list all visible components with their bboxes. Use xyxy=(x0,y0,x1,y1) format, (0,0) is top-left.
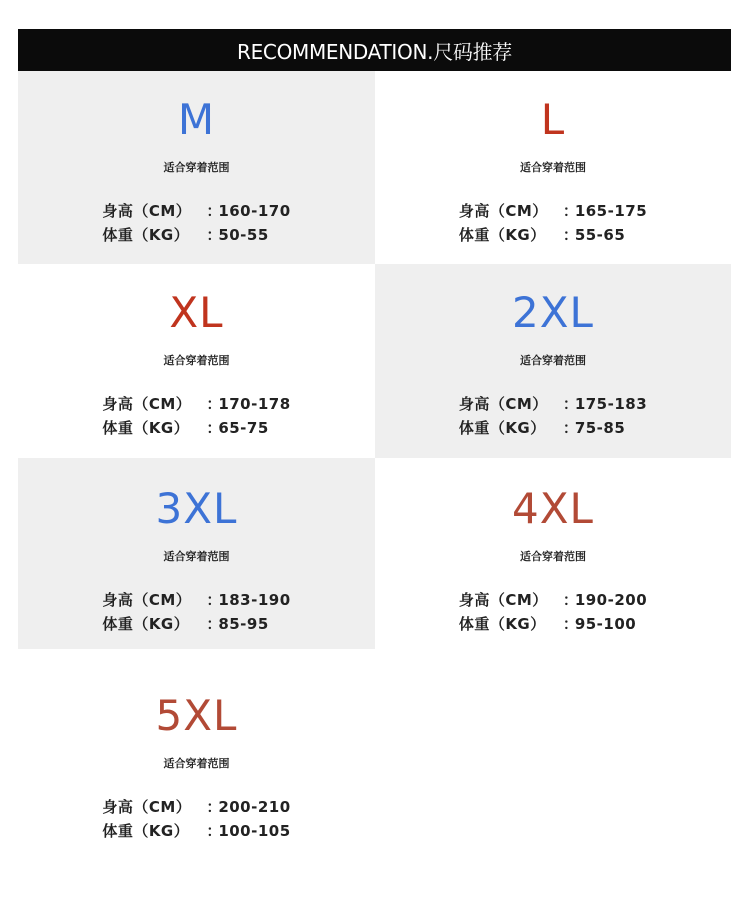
weight-row xyxy=(102,223,290,247)
size-card-4xl xyxy=(375,458,731,649)
separator: ： xyxy=(206,202,222,220)
weight-row xyxy=(459,612,647,636)
height-label: 身高（CM） xyxy=(458,591,548,609)
size-label: 3XL xyxy=(155,484,238,533)
weight-value: 95-100 xyxy=(574,615,637,633)
size-card-5xl xyxy=(18,649,375,869)
separator: ： xyxy=(562,615,579,633)
size-label: L xyxy=(540,95,566,144)
size-label: 2XL xyxy=(512,288,594,337)
weight-label: 体重（KG） xyxy=(102,226,190,244)
fit-range-label: 适合穿着范围 xyxy=(520,161,586,174)
fit-range-label: 适合穿着范围 xyxy=(163,757,230,770)
size-card-l xyxy=(375,71,731,264)
height-value: 200-210 xyxy=(218,798,291,816)
height-row xyxy=(102,795,290,819)
height-value: 190-200 xyxy=(574,591,648,609)
spec-block xyxy=(102,392,290,440)
height-row xyxy=(102,199,290,223)
fit-range-label: 适合穿着范围 xyxy=(163,354,230,367)
spec-block xyxy=(102,795,290,843)
height-row xyxy=(102,392,290,416)
weight-label: 体重（KG） xyxy=(458,419,546,437)
separator: ： xyxy=(562,202,579,220)
weight-value: 65-75 xyxy=(218,419,269,437)
spec-block xyxy=(459,588,647,636)
spec-block xyxy=(102,588,290,636)
separator: ： xyxy=(206,591,222,609)
weight-label: 体重（KG） xyxy=(102,615,190,633)
weight-label: 体重（KG） xyxy=(102,822,190,840)
weight-value: 85-95 xyxy=(218,615,269,633)
weight-row xyxy=(102,612,290,636)
weight-label: 体重（KG） xyxy=(458,615,546,633)
spec-block xyxy=(459,199,647,247)
height-row xyxy=(459,392,647,416)
height-value: 165-175 xyxy=(574,202,648,220)
spec-block xyxy=(102,199,290,247)
size-label: M xyxy=(177,95,216,144)
weight-row xyxy=(459,416,647,440)
weight-row xyxy=(102,416,290,440)
height-value: 183-190 xyxy=(218,591,291,609)
height-row xyxy=(459,199,647,223)
separator: ： xyxy=(562,591,579,609)
spec-block xyxy=(459,392,647,440)
fit-range-label: 适合穿着范围 xyxy=(520,354,586,367)
separator: ： xyxy=(562,226,579,244)
weight-label: 体重（KG） xyxy=(458,226,546,244)
weight-row xyxy=(102,819,290,843)
header-title: RECOMMENDATION.尺码推荐 xyxy=(236,39,512,64)
height-label: 身高（CM） xyxy=(102,395,192,413)
separator: ： xyxy=(206,226,222,244)
height-row xyxy=(102,588,290,612)
separator: ： xyxy=(206,395,222,413)
separator: ： xyxy=(562,419,579,437)
weight-value: 50-55 xyxy=(218,226,269,244)
height-label: 身高（CM） xyxy=(102,591,192,609)
height-row xyxy=(459,588,647,612)
height-value: 170-178 xyxy=(218,395,291,413)
separator: ： xyxy=(206,419,222,437)
size-label: XL xyxy=(169,288,224,337)
weight-value: 55-65 xyxy=(574,226,626,244)
page-header xyxy=(18,29,731,71)
weight-value: 75-85 xyxy=(574,419,626,437)
separator: ： xyxy=(206,615,222,633)
height-label: 身高（CM） xyxy=(102,798,192,816)
size-label: 4XL xyxy=(512,484,594,533)
size-card-m xyxy=(18,71,375,264)
size-card-2xl xyxy=(375,264,731,458)
height-label: 身高（CM） xyxy=(458,395,548,413)
height-label: 身高（CM） xyxy=(102,202,192,220)
size-label: 5XL xyxy=(155,691,238,740)
separator: ： xyxy=(206,822,222,840)
separator: ： xyxy=(206,798,222,816)
fit-range-label: 适合穿着范围 xyxy=(163,161,230,174)
height-value: 160-170 xyxy=(218,202,291,220)
size-card-3xl xyxy=(18,458,375,649)
fit-range-label: 适合穿着范围 xyxy=(163,550,230,563)
weight-row xyxy=(459,223,647,247)
weight-value: 100-105 xyxy=(218,822,291,840)
weight-label: 体重（KG） xyxy=(102,419,190,437)
height-label: 身高（CM） xyxy=(458,202,548,220)
size-card-xl xyxy=(18,264,375,458)
fit-range-label: 适合穿着范围 xyxy=(520,550,586,563)
height-value: 175-183 xyxy=(574,395,648,413)
separator: ： xyxy=(562,395,579,413)
